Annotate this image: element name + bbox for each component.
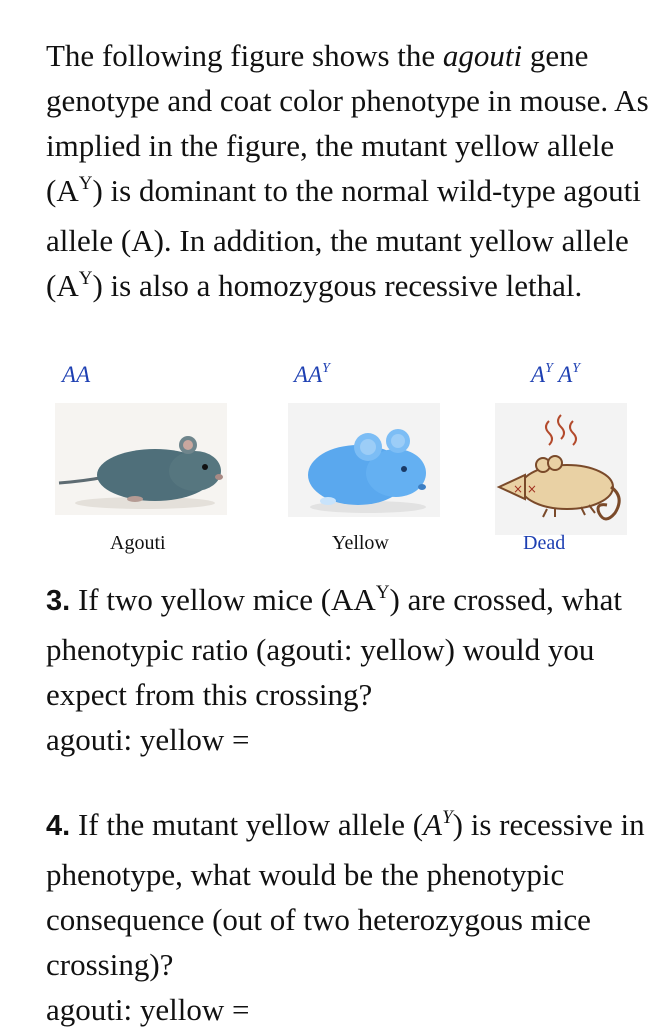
intro-text-4: ) is also a homozygous recessive lethal. (92, 268, 583, 303)
dead-mouse-image (495, 403, 627, 535)
intro-text-1: The following figure shows the (46, 38, 443, 73)
intro-text-2: gene genotype and coat color phenotype in mouse. As implied in the figure, the mutant yellow allele (A (46, 38, 649, 208)
answer-label: agouti: yellow = (46, 722, 250, 757)
genotype-aay: $AA^Y$ (294, 361, 330, 387)
intro-paragraph (46, 33, 656, 313)
phenotype-yellow: Yellow (332, 532, 389, 554)
svg-text:× ×: × × (513, 482, 537, 496)
gene-name: agouti (442, 38, 523, 73)
yellow-mouse-image (288, 403, 440, 517)
genotype-ayay: $A^Y$ $A^Y$ (531, 361, 581, 387)
agouti-mouse-image (55, 403, 227, 515)
genotype-phenotype-figure (0, 356, 672, 566)
question-4: 4. If the mutant yellow allele $(A^Y)$ is recessive in phenotype, what would be the phenotypic consequence (out of two heterozygous mice crossing)? agouti: yellow = (46, 807, 645, 1027)
genotype-aa: AA (62, 362, 91, 387)
superscript-y: Y (78, 268, 93, 289)
intro-text-3: ) is dominant to the normal wild-type agouti allele (A). In addition, the mutant yellow allele (A (46, 173, 641, 303)
phenotype-agouti: Agouti (110, 532, 166, 554)
phenotype-dead: Dead (523, 532, 566, 554)
question-number: 3. (46, 585, 71, 617)
answer-label: agouti: yellow = (46, 992, 250, 1027)
question-3: 3. If two yellow mice $(AA^Y)$ are crossed, what phenotypic ratio (agouti: yellow) would you expect from this crossing? agouti: yellow = (46, 582, 622, 757)
superscript-y: Y (78, 173, 93, 194)
question-number: 4. (46, 810, 71, 842)
